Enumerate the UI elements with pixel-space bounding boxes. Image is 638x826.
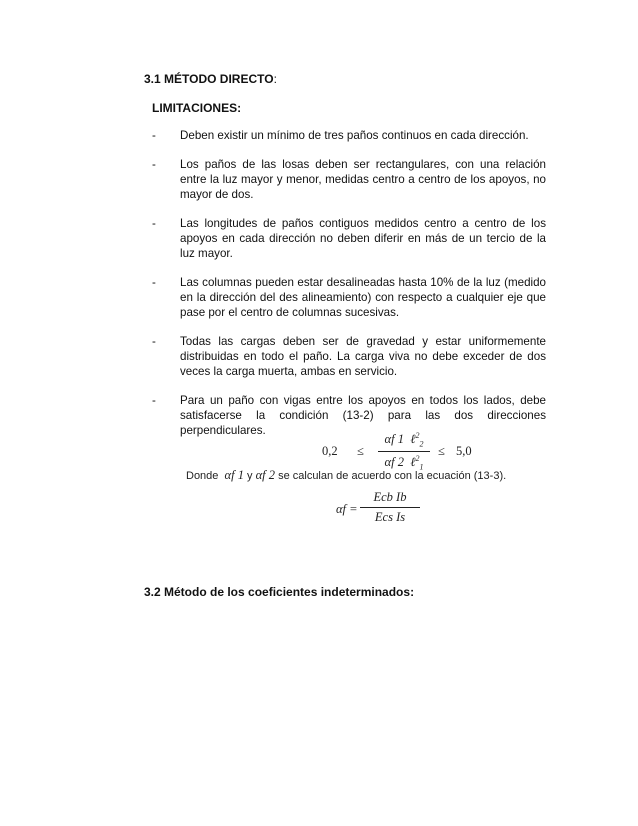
donde-prefix: Donde [186,470,219,482]
section-3-1-heading [144,72,277,86]
formula-fraction [378,431,430,471]
list-bullet: - [152,217,156,230]
fraction-bar [360,507,420,508]
fraction-bar [378,451,430,452]
condition-13-2-formula [322,427,502,473]
donde-conjunction: y [247,470,253,482]
list-item [152,128,546,143]
denominator-length: ℓ [410,454,416,469]
list-item-text: Todas las cargas deben ser de gravedad y estar uniformemente distribuidas en todo el paño. La carga viva no debe exceder de dos veces la carga muerta, ambas en servicio. [180,335,546,378]
numerator-alpha: αf 1 [384,432,404,447]
alpha-f-denominator: Ecs Is [374,510,406,524]
list-bullet: - [152,158,156,171]
list-item-text: Las longitudes de paños contiguos medidos centro a centro de los apoyos en cada dirección no deben diferir en más de un tercio de la luz mayor. [180,217,546,260]
denominator-exponent: 2 [415,453,420,463]
donde-note [186,468,506,483]
donde-var-1: αf 1 [224,468,244,482]
list-item-text: Deben existir un mínimo de tres paños continuos en cada dirección. [180,129,529,142]
alpha-f-numerator: Ecb Ib [373,490,407,504]
list-item-text: Los paños de las losas deben ser rectangulares, con una relación entre la luz mayor y menor, medidas centro a centro de los apoyos, no mayor de dos. [180,158,546,201]
donde-suffix: se calculan de acuerdo con la ecuación (13-3). [278,470,507,482]
section-3-1-title: 3.1 MÉTODO DIRECTO [144,72,274,86]
list-item-text: Para un paño con vigas entre los apoyos en todos los lados, debe satisfacerse la condición (13-2) para las dos direcciones perpendiculares. [180,394,546,437]
list-bullet: - [152,129,156,142]
denominator-subscript: 1 [419,462,424,472]
section-3-2-heading: 3.2 Método de los coeficientes indeterminados: [144,585,415,599]
limitaciones-heading: LIMITACIONES: [152,101,242,115]
section-3-1-colon: : [273,72,277,86]
denominator-alpha: αf 2 [384,454,404,469]
numerator-exponent: 2 [415,431,420,440]
list-bullet: - [152,394,156,407]
limitaciones-list [152,128,546,452]
formula-leq-symbol: ≤ [438,444,445,458]
formula-lower-bound: 0,2 [322,444,338,458]
equation-13-3-formula [336,490,436,530]
list-item [152,334,546,379]
alpha-f-lhs: αf = [336,502,358,516]
list-item-text: Las columnas pueden estar desalineadas hasta 10% de la luz (medido en la dirección del des alineamiento) con respecto a cualquier eje que pase por el centro de columnas sucesivas. [180,276,546,319]
list-item [152,157,546,202]
alpha-f-fraction [360,490,420,525]
numerator-length: ℓ [410,432,416,447]
formula-numerator [378,431,430,449]
numerator-subscript: 2 [419,439,424,449]
donde-var-2: αf 2 [255,468,276,482]
list-item [152,216,546,261]
list-bullet: - [152,335,156,348]
list-bullet: - [152,276,156,289]
formula-leq-symbol: ≤ [357,444,364,458]
list-item [152,275,546,320]
formula-upper-bound: 5,0 [456,444,472,458]
